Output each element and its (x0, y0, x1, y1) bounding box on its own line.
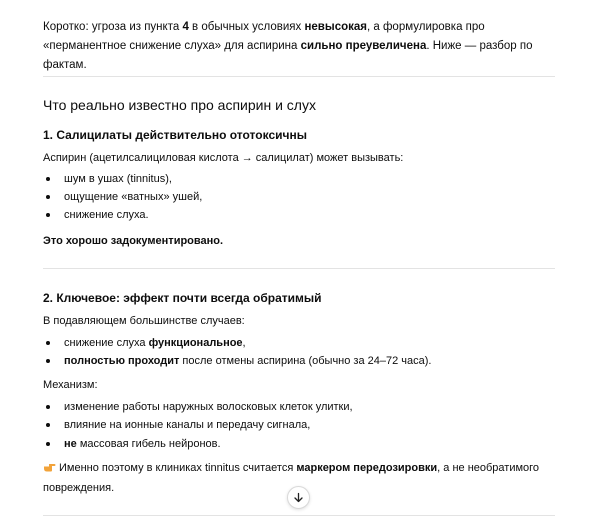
bullet (46, 442, 50, 446)
bullet (46, 359, 50, 363)
divider (43, 76, 555, 77)
arrow-down-icon (293, 492, 304, 503)
intro-text-4: . Ниже — разбор по фактам. (43, 40, 533, 71)
bullet (46, 195, 50, 199)
subsection-1-heading: 1. Салицилаты действительно ототоксичны (43, 128, 307, 142)
list-item-text (64, 335, 246, 351)
text-part: Именно поэтому в клиниках tinnitus считается (59, 462, 297, 474)
text-bold-part: функциональное (148, 337, 243, 349)
summary-line (43, 460, 539, 476)
text-part: снижение слуха (64, 337, 149, 349)
scroll-down-button[interactable] (287, 486, 310, 509)
divider (43, 515, 555, 516)
divider (43, 268, 555, 269)
list-item-text (64, 436, 221, 452)
text-bold-part: маркером передозировки (296, 462, 438, 474)
intro-text-1: Коротко: угроза из пункта (43, 21, 183, 33)
list-item-text: шум в ушах (tinnitus), (64, 173, 172, 185)
pointing-hand-icon (43, 461, 56, 472)
intro-bold-point: 4 (182, 21, 189, 33)
bullet (46, 405, 50, 409)
subsection-2-heading: 2. Ключевое: эффект почти всегда обратимый (43, 291, 322, 305)
text-bold-part: не (64, 438, 77, 450)
list-item-text (64, 353, 431, 369)
intro-paragraph (43, 18, 553, 75)
text-part: массовая гибель нейронов. (76, 438, 221, 450)
intro-bold-risk: невысокая (304, 21, 367, 33)
intro-bold-exaggerated: сильно преувеличена (300, 40, 427, 52)
s1-lead: Аспирин (ацетилсалициловая кислота → салицилат) может вызывать: (43, 152, 404, 164)
section-title: Что реально известно про аспирин и слух (43, 97, 316, 113)
intro-text-2: в обычных условиях (188, 21, 305, 33)
list-item-text: ощущение «ватных» ушей, (64, 191, 203, 203)
bullet (46, 177, 50, 181)
text-part: , а не необратимого (437, 462, 540, 474)
summary-line-cont: повреждения. (43, 482, 115, 494)
list-item-text: снижение слуха. (64, 209, 149, 221)
intro-text-3: , а формулировка про «перманентное снижение слуха» для аспирина (43, 21, 485, 52)
bullet (46, 341, 50, 345)
text-bold-part: полностью проходит (64, 355, 180, 367)
list-item-text: влияние на ионные каналы и передачу сигнала, (64, 419, 311, 431)
s2-lead: В подавляющем большинстве случаев: (43, 315, 245, 327)
s1-note: Это хорошо задокументировано. (43, 235, 224, 247)
bullet (46, 213, 50, 217)
mechanism-label: Механизм: (43, 379, 98, 391)
list-item-text: изменение работы наружных волосковых клеток улитки, (64, 401, 353, 413)
text-part: после отмены аспирина (обычно за 24–72 часа). (179, 355, 432, 367)
bullet (46, 423, 50, 427)
text-part: , (242, 337, 246, 349)
